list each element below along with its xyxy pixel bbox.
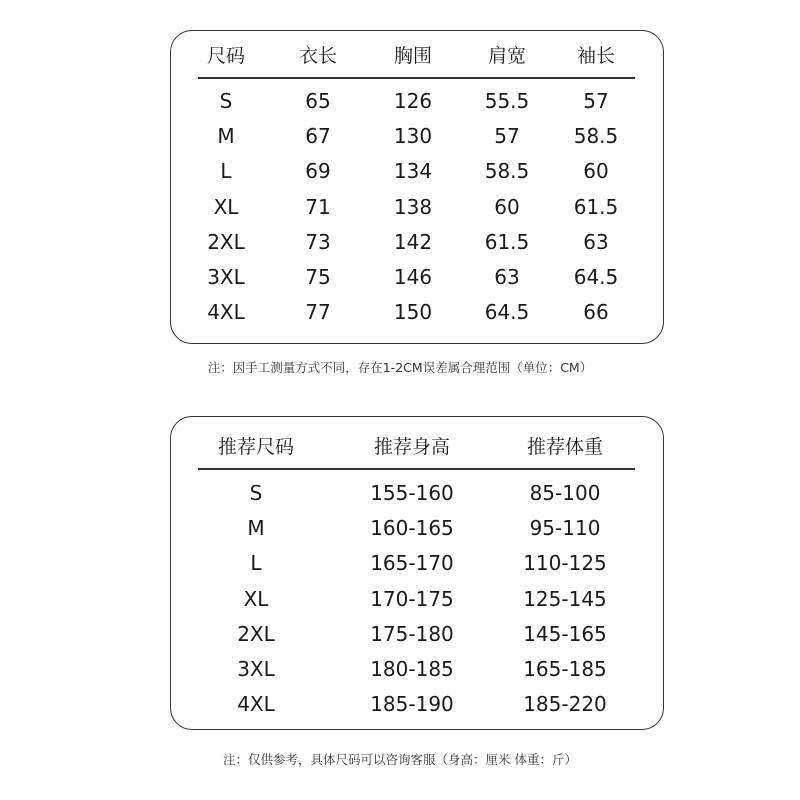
table-cell: 4XL: [207, 300, 245, 325]
measurement-note: 注：因手工测量方式不同，存在1-2CM误差属合理范围（单位：CM）: [207, 360, 593, 375]
table-cell: 3XL: [237, 657, 275, 681]
table-cell: 64.5: [484, 300, 530, 325]
table-cell: 95-110: [529, 516, 601, 541]
table-cell: 58.5: [573, 124, 619, 149]
table-cell: 165-185: [523, 657, 607, 681]
table-cell: 77: [305, 300, 331, 325]
table-cell: 85-100: [529, 481, 601, 505]
table-cell: 185-190: [370, 692, 454, 717]
table-cell: 65: [305, 89, 331, 113]
table-cell: XL: [243, 586, 269, 611]
table-cell: 60: [583, 159, 609, 184]
table-cell: 57: [494, 124, 520, 149]
table-cell: 2XL: [237, 621, 275, 646]
header-cell: 尺码: [206, 45, 245, 67]
table-cell: 4XL: [237, 692, 275, 717]
table-cell: S: [249, 481, 263, 505]
table-cell: 138: [393, 194, 433, 219]
table-cell: 75: [305, 265, 331, 289]
table-cell: 134: [393, 159, 433, 184]
table-cell: 170-175: [370, 586, 454, 611]
header-cell: 胸围: [393, 45, 432, 67]
table-cell: 63: [583, 229, 609, 254]
table-cell: 175-180: [370, 621, 454, 646]
table-cell: 55.5: [484, 89, 530, 113]
table-cell: L: [250, 551, 262, 576]
header-cell: 袖长: [576, 45, 615, 67]
table-cell: 155-160: [370, 481, 454, 505]
table-cell: 73: [305, 229, 331, 254]
table-cell: 142: [393, 229, 433, 254]
header-cell: 衣长: [298, 45, 337, 67]
table-cell: 2XL: [207, 229, 245, 254]
table-cell: 61.5: [573, 194, 619, 219]
table-cell: M: [217, 124, 235, 149]
table-cell: 66: [583, 300, 609, 325]
table-cell: 63: [494, 265, 520, 289]
table-cell: S: [219, 89, 233, 113]
table-cell: 61.5: [484, 229, 530, 254]
header-cell: 推荐尺码: [217, 436, 294, 458]
table-cell: 71: [305, 194, 331, 219]
table-cell: 58.5: [484, 159, 530, 184]
header-cell: 肩宽: [487, 45, 526, 67]
table-cell: 130: [393, 124, 433, 149]
table-cell: 160-165: [370, 516, 454, 541]
header-cell: 推荐体重: [526, 436, 603, 458]
table-cell: M: [247, 516, 265, 541]
table-cell: 67: [305, 124, 331, 149]
table-cell: 110-125: [523, 551, 607, 576]
table-cell: 150: [393, 300, 433, 325]
recommendation-note: 注：仅供参考，具体尺码可以咨询客服（身高：厘米 体重：斤）: [223, 752, 577, 767]
table-cell: 64.5: [573, 265, 619, 289]
table-cell: 57: [583, 89, 609, 113]
table-cell: 60: [494, 194, 520, 219]
header-cell: 推荐身高: [373, 436, 450, 458]
recommendation-header-divider: [198, 468, 635, 470]
table-cell: 3XL: [207, 265, 245, 289]
table-cell: 146: [393, 265, 433, 289]
table-cell: XL: [213, 194, 239, 219]
table-cell: 185-220: [523, 692, 607, 717]
table-cell: 69: [305, 159, 331, 184]
table-cell: 125-145: [523, 586, 607, 611]
table-cell: 165-170: [370, 551, 454, 576]
table-cell: L: [220, 159, 232, 184]
table-cell: 180-185: [370, 657, 454, 681]
table-cell: 126: [393, 89, 433, 113]
measurement-header-divider: [198, 77, 635, 79]
table-cell: 145-165: [523, 621, 607, 646]
